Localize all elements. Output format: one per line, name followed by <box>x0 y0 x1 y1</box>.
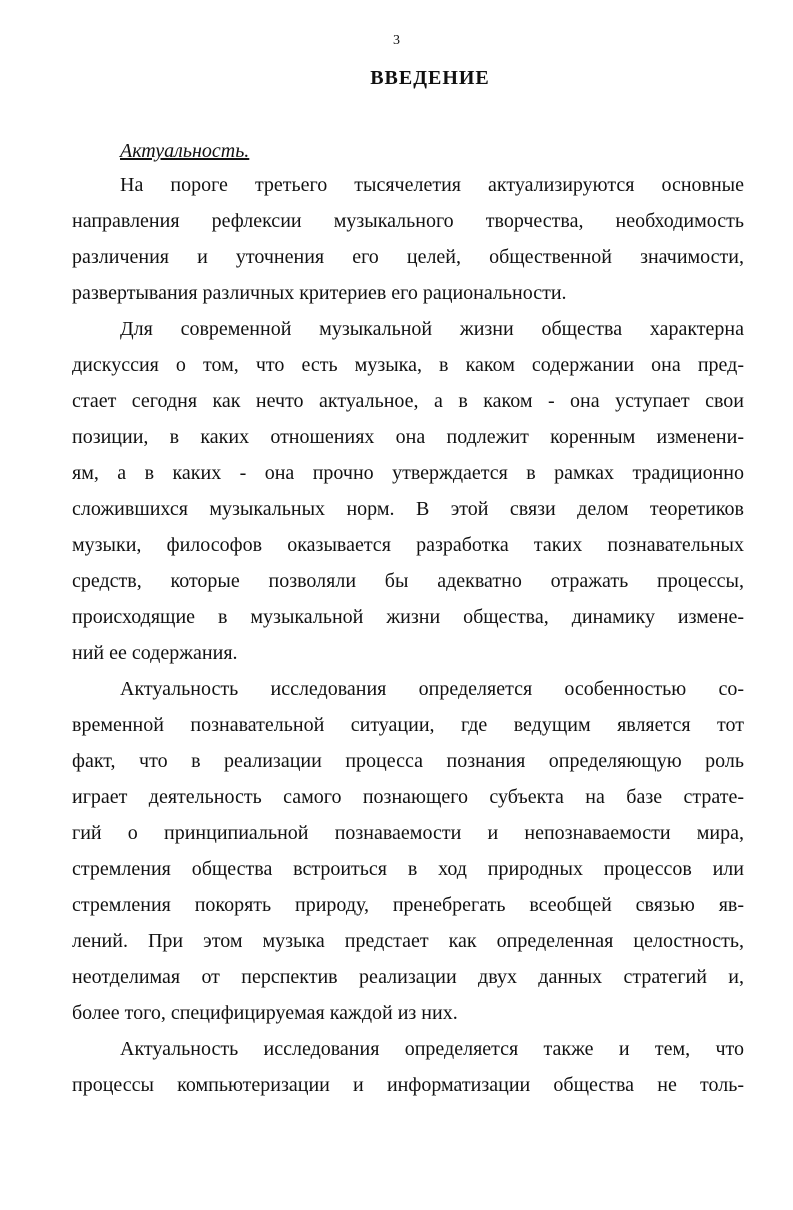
paragraph-4-line-2: процессы компьютеризации и информатизации общества не толь- <box>72 1074 744 1096</box>
page-title: ВВЕДЕНИЕ <box>370 67 490 89</box>
paragraph-2-line-8: средств, которые позволяли бы адекватно отражать процессы, <box>72 570 744 592</box>
paragraph-2-line-9: происходящие в музыкальной жизни общества, динамику измене- <box>72 606 744 628</box>
paragraph-2-line-2: дискуссия о том, что есть музыка, в каком содержании она пред- <box>72 354 744 376</box>
paragraph-3-line-2: временной познавательной ситуации, где ведущим является тот <box>72 714 744 736</box>
paragraph-2-line-6: сложившихся музыкальных норм. В этой связи делом теоретиков <box>72 498 744 520</box>
paragraph-2-line-5: ям, а в каких - она прочно утверждается в рамках традиционно <box>72 462 744 484</box>
paragraph-2-line-7: музыки, философов оказывается разработка таких познавательных <box>72 534 744 556</box>
paragraph-3-line-6: стремления общества встроиться в ход природных процессов или <box>72 858 744 880</box>
paragraph-3-line-4: играет деятельность самого познающего субъекта на базе страте- <box>72 786 744 808</box>
paragraph-2-line-4: позиции, в каких отношениях она подлежит коренным изменени- <box>72 426 744 448</box>
paragraph-3-line-1: Актуальность исследования определяется особенностью со- <box>120 678 744 700</box>
paragraph-4-line-1: Актуальность исследования определяется также и тем, что <box>120 1038 744 1060</box>
paragraph-2-line-3: стает сегодня как нечто актуальное, а в каком - она уступает свои <box>72 390 744 412</box>
paragraph-1-line-3: различения и уточнения его целей, общественной значимости, <box>72 246 744 268</box>
paragraph-1-line-2: направления рефлексии музыкального творчества, необходимость <box>72 210 744 232</box>
paragraph-1-line-1: На пороге третьего тысячелетия актуализируются основные <box>120 174 744 196</box>
paragraph-3-line-5: гий о принципиальной познаваемости и непознаваемости мира, <box>72 822 744 844</box>
paragraph-3-line-9: неотделимая от перспектив реализации двух данных стратегий и, <box>72 966 744 988</box>
paragraph-3-line-7: стремления покорять природу, пренебрегать всеобщей связью яв- <box>72 894 744 916</box>
page-number: 3 <box>393 33 400 48</box>
paragraph-3-line-8: лений. При этом музыка предстает как определенная целостность, <box>72 930 744 952</box>
paragraph-3-line-3: факт, что в реализации процесса познания определяющую роль <box>72 750 744 772</box>
paragraph-2-line-10: ний ее содержания. <box>72 642 238 664</box>
paragraph-3-line-10: более того, специфицируемая каждой из них. <box>72 1002 458 1024</box>
section-label: Актуальность. <box>120 140 250 162</box>
paragraph-1-line-4: развертывания различных критериев его рациональности. <box>72 282 567 304</box>
paragraph-2-line-1: Для современной музыкальной жизни общества характерна <box>120 318 744 340</box>
